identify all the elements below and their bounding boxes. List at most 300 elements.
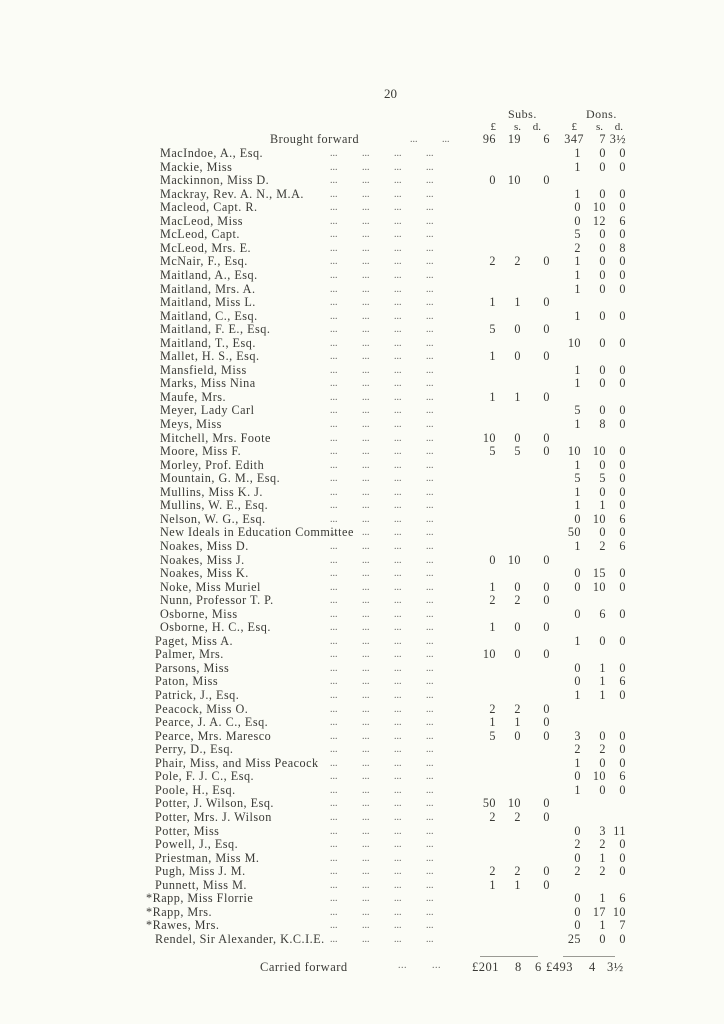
leader-dots: ... ... ... ...: [330, 269, 434, 281]
dons-pence: 6: [619, 769, 626, 784]
leader-dots: ... ... ... ...: [330, 879, 434, 891]
subs-shillings: 0: [514, 647, 521, 662]
subs-pounds: 5: [489, 728, 496, 743]
leader-dots: ... ...: [410, 134, 450, 145]
subscriber-name: Rendel, Sir Alexander, K.C.I.E.: [155, 931, 325, 946]
dons-shillings: 1: [599, 891, 606, 906]
leader-dots: ... ... ... ...: [330, 730, 434, 742]
subs-shillings: 2: [514, 593, 521, 608]
table-row: [0, 879, 724, 893]
table-row: [0, 919, 724, 933]
table-row: [0, 716, 724, 730]
dons-shillings: 0: [599, 308, 606, 323]
dons-shillings: 1: [599, 688, 606, 702]
carried-dons-shillings: 4: [589, 960, 596, 974]
subs-pounds: 10: [482, 647, 496, 662]
table-row: [0, 581, 724, 595]
subs-pounds: 2: [489, 254, 496, 269]
leader-dots: ... ... ... ...: [330, 866, 434, 878]
table-row: [0, 147, 724, 161]
table-row: [0, 188, 724, 202]
dons-pounds: 2: [574, 864, 581, 879]
dons-shillings: 0: [599, 782, 606, 797]
dons-pence: 0: [619, 688, 626, 702]
dons-pence: 0: [619, 254, 626, 269]
dons-header: Dons.: [586, 107, 617, 121]
unit-pounds-dons: £: [571, 121, 577, 133]
dons-pence: 0: [619, 457, 626, 472]
leader-dots: ... ... ... ...: [330, 635, 434, 647]
dons-shillings: 1: [599, 498, 606, 513]
table-row: [0, 255, 724, 269]
leader-dots: ... ... ... ...: [330, 920, 434, 932]
subscriber-name: Marks, Miss Nina: [160, 376, 256, 391]
table-row: [0, 662, 724, 676]
leader-dots: ... ... ... ...: [330, 188, 434, 200]
subs-pence: 0: [543, 877, 550, 892]
dons-shillings: 3: [599, 823, 606, 838]
dons-pence: 6: [619, 538, 626, 553]
leader-dots: ... ... ... ...: [330, 852, 434, 864]
table-row: [0, 404, 724, 418]
table-row: [0, 418, 724, 432]
dons-pence: 3½: [609, 132, 626, 146]
dons-pounds: 0: [574, 823, 581, 838]
subs-pence: 0: [543, 715, 550, 730]
dons-shillings: 0: [599, 755, 606, 770]
leader-dots: ... ... ... ...: [330, 703, 434, 715]
subs-shillings: 2: [514, 809, 521, 824]
subs-shillings: 2: [514, 254, 521, 269]
unit-pence-dons: d.: [614, 121, 623, 133]
leader-dots: ... ... ... ...: [330, 283, 434, 295]
subscriber-name: Phair, Miss, and Miss Peacock: [155, 755, 319, 770]
leader-dots: ... ... ... ...: [330, 297, 434, 309]
subs-pounds: 10: [482, 430, 496, 445]
subs-shillings: 0: [514, 579, 521, 594]
table-row: [0, 242, 724, 256]
subs-shillings: 1: [514, 295, 521, 310]
dons-pounds: 1: [574, 457, 581, 472]
subscriber-name: Mansfield, Miss: [160, 362, 247, 377]
subs-header: Subs.: [508, 107, 537, 121]
leader-dots: ... ... ... ...: [330, 527, 434, 539]
subs-pence: 0: [543, 579, 550, 594]
leader-dots: ... ... ... ...: [330, 540, 434, 552]
table-row: [0, 608, 724, 622]
brought-forward-row: [0, 133, 724, 147]
subs-pence: 0: [543, 389, 550, 404]
table-row: [0, 486, 724, 500]
subs-pence: 0: [543, 620, 550, 635]
leader-dots: ... ... ... ...: [330, 568, 434, 580]
leader-dots: ... ... ... ...: [330, 242, 434, 254]
table-row: [0, 526, 724, 540]
subs-shillings: 0: [514, 430, 521, 445]
leader-dots: ... ... ... ...: [330, 662, 434, 674]
subscriber-name: Mackie, Miss: [160, 159, 233, 174]
dons-pounds: 1: [574, 376, 581, 391]
subs-pounds: 2: [489, 864, 496, 879]
leader-dots: ... ... ... ...: [330, 825, 434, 837]
subscriber-name: MacIndoe, A., Esq.: [160, 146, 264, 160]
leader-dots: ... ... ... ...: [330, 337, 434, 349]
subscriber-name: Meys, Miss: [160, 417, 222, 431]
subs-pence: 0: [543, 647, 550, 662]
dons-pounds: 5: [574, 403, 581, 418]
subscriber-name: Maitland, Mrs. A.: [160, 281, 256, 296]
subs-pence: 0: [543, 430, 550, 445]
subs-pence: 0: [543, 295, 550, 310]
table-row: [0, 594, 724, 608]
table-row: [0, 215, 724, 229]
subscriber-name: Pearce, Mrs. Maresco: [155, 728, 272, 743]
leader-dots: ... ... ... ...: [330, 175, 434, 187]
dons-shillings: 10: [592, 511, 606, 526]
dons-pence: 0: [619, 782, 626, 797]
dons-shillings: 0: [599, 186, 606, 201]
leader-dots: ... ... ... ...: [330, 405, 434, 417]
leader-dots: ... ... ... ...: [330, 933, 434, 945]
table-row: [0, 689, 724, 703]
leader-dots: ... ... ... ...: [330, 622, 434, 634]
leader-dots: ... ... ... ...: [330, 839, 434, 851]
leader-dots: ... ... ... ...: [330, 608, 434, 620]
brought-forward-label: Brought forward: [270, 132, 360, 146]
subs-pence: 0: [543, 349, 550, 364]
unit-pence-subs: d.: [532, 121, 541, 133]
dons-pence: 6: [619, 674, 626, 689]
dons-shillings: 0: [599, 376, 606, 391]
subscriber-name: MacLeod, Miss: [160, 213, 243, 228]
dons-pounds: 10: [567, 335, 581, 350]
table-row: [0, 770, 724, 784]
table-row: [0, 743, 724, 757]
subscriber-name: Mountain, G. M., Esq.: [160, 471, 281, 486]
leader-dots: ... ... ... ...: [330, 757, 434, 769]
subscriber-name: Pugh, Miss J. M.: [155, 864, 246, 879]
dons-pence: 0: [619, 376, 626, 391]
table-row: [0, 432, 724, 446]
subscriber-name: Mackinnon, Miss D.: [160, 173, 270, 188]
dons-pounds: 0: [574, 200, 581, 215]
dons-pounds: 0: [574, 606, 581, 621]
dons-shillings: 8: [599, 417, 606, 431]
subscriber-name: Pole, F. J. C., Esq.: [155, 769, 255, 784]
subscriber-name: Palmer, Mrs.: [155, 647, 224, 662]
dons-pence: 0: [619, 728, 626, 743]
table-row: [0, 933, 724, 947]
subscriber-name: Mullins, W. E., Esq.: [160, 498, 269, 513]
dons-shillings: 0: [599, 633, 606, 648]
subs-shillings: 0: [514, 620, 521, 635]
subs-pounds: 1: [489, 620, 496, 635]
dons-shillings: 1: [599, 918, 606, 933]
carried-dons-pounds: £493: [546, 960, 573, 974]
subscriber-name: Potter, Miss: [155, 823, 220, 838]
table-row: [0, 757, 724, 771]
dons-pounds: 1: [574, 417, 581, 431]
subs-shillings: 0: [514, 322, 521, 337]
dons-pounds: 0: [574, 579, 581, 594]
table-row: [0, 499, 724, 513]
leader-dots: ... ... ... ...: [330, 744, 434, 756]
dons-pence: 0: [619, 633, 626, 648]
leader-dots: ... ... ... ...: [330, 717, 434, 729]
subs-pence: 6: [543, 132, 550, 146]
subs-pence: 0: [543, 864, 550, 879]
subscriber-name: Moore, Miss F.: [160, 444, 242, 459]
table-row: [0, 811, 724, 825]
subs-pence: 0: [543, 728, 550, 743]
subscriber-name: Paton, Miss: [155, 674, 219, 689]
dons-pence: 0: [619, 579, 626, 594]
table-row: [0, 540, 724, 554]
subs-pence: 0: [543, 552, 550, 567]
subscriber-name: Morley, Prof. Edith: [160, 457, 265, 472]
table-row: [0, 391, 724, 405]
subs-pounds: 50: [482, 796, 496, 811]
dons-pounds: 5: [574, 227, 581, 242]
table-row: [0, 364, 724, 378]
dons-pence: 0: [619, 566, 626, 581]
subscriber-name: Maitland, T., Esq.: [160, 335, 256, 350]
dons-pence: 0: [619, 484, 626, 499]
subscriber-name: Punnett, Miss M.: [155, 877, 247, 892]
leader-dots: ... ... ... ...: [330, 500, 434, 512]
dons-pounds: 1: [574, 688, 581, 702]
leader-dots: ... ... ... ...: [330, 906, 434, 918]
dons-shillings: 10: [592, 769, 606, 784]
table-row: [0, 161, 724, 175]
dons-pence: 0: [619, 362, 626, 377]
dons-pounds: 10: [567, 444, 581, 459]
dons-shillings: 2: [599, 864, 606, 879]
table-row: [0, 635, 724, 649]
subscriber-name: *Rawes, Mrs.: [146, 918, 220, 933]
leader-dots: ... ... ... ...: [330, 432, 434, 444]
dons-pounds: 1: [574, 186, 581, 201]
subs-shillings: 2: [514, 864, 521, 879]
subscriber-name: Osborne, H. C., Esq.: [160, 620, 271, 635]
dons-shillings: 0: [599, 281, 606, 296]
dons-shillings: 17: [592, 904, 606, 919]
subs-pence: 0: [543, 701, 550, 716]
dons-pounds: 1: [574, 159, 581, 174]
dons-pounds: 2: [574, 240, 581, 255]
dons-pence: 0: [619, 606, 626, 621]
subscriber-name: Noakes, Miss K.: [160, 566, 249, 581]
carried-subs-shillings: 8: [515, 960, 522, 974]
table-row: [0, 906, 724, 920]
dons-pence: 0: [619, 498, 626, 513]
dons-pence: 0: [619, 660, 626, 675]
dons-pence: 11: [613, 823, 626, 838]
subs-shillings: 5: [514, 444, 521, 459]
table-row: [0, 621, 724, 635]
leader-dots: ... ... ... ...: [330, 771, 434, 783]
dons-pence: 10: [612, 904, 626, 919]
dons-pence: 0: [619, 471, 626, 486]
unit-shillings-subs: s.: [513, 121, 521, 133]
subs-pounds: 1: [489, 349, 496, 364]
subs-pence: 0: [543, 173, 550, 188]
dons-pounds: 0: [574, 660, 581, 675]
leader-dots: ... ... ... ...: [330, 554, 434, 566]
dons-pence: 0: [619, 837, 626, 852]
leader-dots: ... ... ... ...: [330, 161, 434, 173]
dons-shillings: 10: [592, 444, 606, 459]
dons-shillings: 0: [599, 362, 606, 377]
dons-pounds: 1: [574, 362, 581, 377]
table-row: [0, 283, 724, 297]
dons-pence: 6: [619, 213, 626, 228]
dons-pence: 0: [619, 742, 626, 757]
subs-shillings: 2: [514, 701, 521, 716]
dons-pence: 0: [619, 417, 626, 431]
dons-pounds: 1: [574, 254, 581, 269]
table-row: [0, 377, 724, 391]
dons-pence: 0: [619, 444, 626, 459]
dons-pence: 0: [619, 308, 626, 323]
subs-pounds: 1: [489, 877, 496, 892]
dons-pounds: 1: [574, 538, 581, 553]
dons-shillings: 15: [592, 566, 606, 581]
dons-pence: 0: [619, 146, 626, 160]
dons-shillings: 0: [599, 728, 606, 743]
table-row: [0, 472, 724, 486]
subs-pounds: 0: [489, 173, 496, 188]
table-row: [0, 350, 724, 364]
table-row: [0, 648, 724, 662]
dons-pence: 0: [619, 159, 626, 174]
dons-pence: 0: [619, 525, 626, 540]
leader-dots: ... ... ... ...: [330, 811, 434, 823]
table-row: [0, 174, 724, 188]
table-row: [0, 675, 724, 689]
table-row: [0, 337, 724, 351]
leader-dots: ... ...: [398, 960, 441, 971]
dons-pounds: 3: [574, 728, 581, 743]
subscriber-name: Macleod, Capt. R.: [160, 200, 258, 215]
subscriber-name: Nunn, Professor T. P.: [160, 593, 274, 608]
subscriber-name: Maitland, C., Esq.: [160, 308, 258, 323]
dons-pounds: 1: [574, 308, 581, 323]
carried-forward-label: Carried forward: [260, 960, 348, 974]
subscriber-name: Mitchell, Mrs. Foote: [160, 430, 271, 445]
dons-shillings: 0: [599, 240, 606, 255]
dons-pence: 6: [619, 891, 626, 906]
dons-shillings: 0: [599, 931, 606, 946]
dons-pounds: 50: [567, 525, 581, 540]
dons-pounds: 1: [574, 267, 581, 282]
dons-shillings: 2: [599, 538, 606, 553]
dons-pence: 0: [619, 186, 626, 201]
dons-shillings: 1: [599, 674, 606, 689]
subs-pence: 0: [543, 593, 550, 608]
dons-shillings: 0: [599, 254, 606, 269]
table-row: [0, 852, 724, 866]
subscriber-name: Maitland, A., Esq.: [160, 267, 258, 282]
unit-shillings-dons: s.: [595, 121, 603, 133]
subs-pounds: 2: [489, 701, 496, 716]
dons-pounds: 347: [564, 132, 584, 146]
dons-shillings: 0: [599, 146, 606, 160]
dons-shillings: 0: [599, 227, 606, 242]
dons-shillings: 2: [599, 837, 606, 852]
leader-dots: ... ... ... ...: [330, 798, 434, 810]
subscriber-name: Paget, Miss A.: [155, 633, 234, 648]
dons-pence: 0: [619, 281, 626, 296]
unit-pounds-subs: £: [490, 121, 496, 133]
subscriber-name: Maitland, F. E., Esq.: [160, 322, 271, 337]
subs-pounds: 5: [489, 322, 496, 337]
dons-pounds: 1: [574, 755, 581, 770]
table-row: [0, 296, 724, 310]
dons-pounds: 1: [574, 633, 581, 648]
subs-pounds: 1: [489, 389, 496, 404]
subs-pounds: 1: [489, 715, 496, 730]
dons-pounds: 1: [574, 484, 581, 499]
dons-pounds: 0: [574, 674, 581, 689]
subscriber-name: *Rapp, Miss Florrie: [146, 891, 254, 906]
table-row: [0, 838, 724, 852]
subscriber-name: New Ideals in Education Committee: [160, 525, 354, 540]
dons-pounds: 0: [574, 850, 581, 865]
dons-shillings: 2: [599, 742, 606, 757]
subs-shillings: 1: [514, 715, 521, 730]
subs-pence: 0: [543, 254, 550, 269]
table-row: [0, 323, 724, 337]
subscriber-name: Mackray, Rev. A. N., M.A.: [160, 186, 304, 201]
subscriber-name: Potter, J. Wilson, Esq.: [155, 796, 274, 811]
subscriber-name: Noke, Miss Muriel: [160, 579, 261, 594]
subscriber-name: Priestman, Miss M.: [155, 850, 260, 865]
subs-shillings: 10: [507, 552, 521, 567]
subscriber-name: Potter, Mrs. J. Wilson: [155, 809, 272, 824]
subscriber-name: Patrick, J., Esq.: [155, 688, 240, 702]
subscriber-name: Pearce, J. A. C., Esq.: [155, 715, 269, 730]
subs-pounds: 5: [489, 444, 496, 459]
subs-shillings: 0: [514, 349, 521, 364]
subscriber-name: *Rapp, Mrs.: [146, 904, 213, 919]
dons-shillings: 0: [599, 159, 606, 174]
dons-shillings: 1: [599, 850, 606, 865]
subs-pounds: 96: [482, 132, 496, 146]
dons-pounds: 1: [574, 281, 581, 296]
table-row: [0, 459, 724, 473]
leader-dots: ... ... ... ...: [330, 676, 434, 688]
dons-total-rule: [563, 956, 615, 957]
dons-pence: 0: [619, 864, 626, 879]
leader-dots: ... ... ... ...: [330, 690, 434, 701]
table-row: [0, 797, 724, 811]
dons-pounds: 1: [574, 782, 581, 797]
leader-dots: ... ... ... ...: [330, 378, 434, 390]
leader-dots: ... ... ... ...: [330, 581, 434, 593]
subscriber-name: Poole, H., Esq.: [155, 782, 236, 797]
dons-pence: 0: [619, 755, 626, 770]
subs-pounds: 2: [489, 593, 496, 608]
subs-shillings: 1: [514, 389, 521, 404]
dons-pounds: 0: [574, 918, 581, 933]
carried-subs-pence: 6: [535, 960, 542, 974]
table-row: [0, 269, 724, 283]
subs-pence: 0: [543, 322, 550, 337]
leader-dots: ... ... ... ...: [330, 229, 434, 241]
subs-pounds: 0: [489, 552, 496, 567]
dons-pounds: 0: [574, 904, 581, 919]
